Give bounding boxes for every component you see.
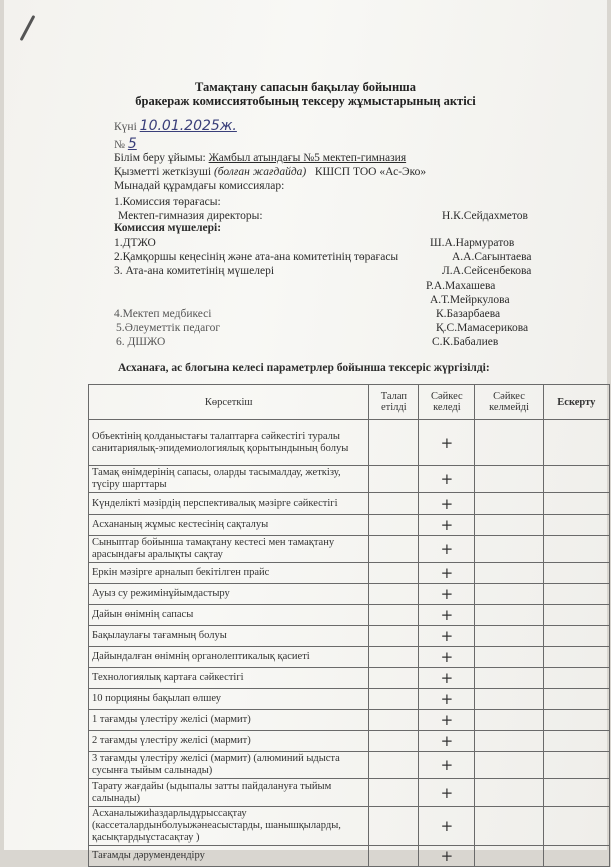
compliant-mark: + — [419, 466, 475, 493]
noncompliant-cell — [475, 752, 543, 779]
remark-cell — [543, 647, 609, 668]
member-name: А.А.Сағынтаева — [452, 251, 532, 263]
remark-cell — [543, 752, 609, 779]
indicator-cell: Тағамды дәрумендендіру — [89, 846, 369, 867]
supplier-row — [114, 166, 426, 178]
header-remark: Ескерту — [543, 385, 609, 420]
compliant-mark: + — [419, 807, 475, 846]
document-title-line-1: Тамақтану сапасын бақылау бойынша — [195, 80, 416, 94]
table-row — [89, 710, 610, 731]
required-cell — [369, 731, 419, 752]
education-label: Білім беру ұйымы: — [114, 152, 206, 164]
table-row — [89, 647, 610, 668]
member-role: 5.Әлеуметтік педагог — [116, 322, 221, 334]
member-name: Қ.С.Мамасерикова — [436, 322, 529, 334]
table-row — [89, 605, 610, 626]
member-name: Л.А.Сейсенбекова — [442, 265, 532, 277]
member-name: А.Т.Мейркулова — [430, 294, 510, 306]
required-cell — [369, 846, 419, 867]
noncompliant-cell — [475, 846, 543, 867]
noncompliant-cell — [475, 647, 543, 668]
table-row — [89, 689, 610, 710]
noncompliant-cell — [475, 466, 543, 493]
remark-cell — [543, 493, 609, 515]
remark-cell — [543, 668, 609, 689]
table-row — [89, 493, 610, 515]
remark-cell — [543, 731, 609, 752]
number-label: № — [114, 139, 125, 151]
required-cell — [369, 493, 419, 515]
table-row — [89, 536, 610, 563]
remark-cell — [543, 420, 609, 466]
noncompliant-cell — [475, 605, 543, 626]
required-cell — [369, 420, 419, 466]
member-role: 3. Ата-ана комитетінің мүшелері — [114, 265, 275, 277]
table-header-row — [89, 385, 610, 420]
director-name: Н.К.Сейдахметов — [442, 210, 528, 222]
noncompliant-cell — [475, 626, 543, 647]
required-cell — [369, 605, 419, 626]
table-row — [89, 668, 610, 689]
document-title-line-2: бракераж комиссиятобының тексеру жұмыстарының актісі — [135, 94, 476, 108]
indicator-cell: Ауыз су режимінұйымдастыру — [89, 584, 369, 605]
date-value: 10.01.2025ж. — [139, 118, 237, 134]
required-cell — [369, 647, 419, 668]
supplier-label: Қызметті жеткізуші — [114, 166, 212, 178]
noncompliant-cell — [475, 689, 543, 710]
indicator-cell: 3 тағамды үлестіру желісі (мармит) (алюминий ыдыста сусынға тыйым салынады) — [89, 752, 369, 779]
education-value: Жамбыл атындағы №5 мектеп-гимназия — [208, 152, 407, 164]
number-row — [114, 136, 187, 152]
remark-cell — [543, 807, 609, 846]
header-noncompliant: Сәйкес келмейді — [475, 385, 543, 420]
required-cell — [369, 584, 419, 605]
noncompliant-cell — [475, 584, 543, 605]
required-cell — [369, 689, 419, 710]
required-cell — [369, 536, 419, 563]
noncompliant-cell — [475, 536, 543, 563]
chairman-heading: 1.Комиссия төрағасы: — [114, 196, 221, 208]
supplier-value: КШСП ТОО «Ас-Эко» — [314, 166, 427, 178]
table-row — [89, 584, 610, 605]
required-cell — [369, 626, 419, 647]
table-row — [89, 807, 610, 846]
indicator-cell: Тамақ өнімдерінің сапасы, оларды тасымалдау, жеткізу, түсіру шарттары — [89, 466, 369, 493]
compliant-mark: + — [419, 647, 475, 668]
director-label: Мектеп-гимназия директоры: — [118, 210, 263, 222]
required-cell — [369, 668, 419, 689]
table-row — [89, 626, 610, 647]
noncompliant-cell — [475, 807, 543, 846]
compliant-mark: + — [419, 752, 475, 779]
noncompliant-cell — [475, 779, 543, 807]
required-cell — [369, 466, 419, 493]
inspection-intro: Асханаға, ас блогына келесі параметрлер бойынша тексеріс жүргізілді: — [118, 362, 490, 374]
member-role: 2.Қамқоршы кеңесінің және ата-ана комитетінің төрағасы — [114, 251, 399, 263]
indicator-cell: 1 тағамды үлестіру желісі (мармит) — [89, 710, 369, 731]
member-role: 1.ДТЖО — [114, 237, 156, 249]
member-name: Р.А.Махашева — [426, 280, 496, 292]
indicator-cell: Еркін мәзірге арналып бекітілген прайс — [89, 563, 369, 584]
remark-cell — [543, 626, 609, 647]
table-row — [89, 779, 610, 807]
compliant-mark: + — [419, 710, 475, 731]
commission-heading: Мынадай құрамдағы комиссиялар: — [114, 180, 285, 192]
remark-cell — [543, 515, 609, 536]
noncompliant-cell — [475, 420, 543, 466]
table-row — [89, 752, 610, 779]
member-name: Ш.А.Нармуратов — [430, 237, 515, 249]
compliant-mark: + — [419, 493, 475, 515]
inspection-table — [88, 384, 610, 867]
indicator-cell: Дайындалған өнімнің органолептикалық қасиеті — [89, 647, 369, 668]
indicator-cell: Технологиялық картаға сәйкестігі — [89, 668, 369, 689]
remark-cell — [543, 563, 609, 584]
compliant-mark: + — [419, 779, 475, 807]
noncompliant-cell — [475, 515, 543, 536]
table-row — [89, 563, 610, 584]
table-row — [89, 515, 610, 536]
remark-cell — [543, 846, 609, 867]
indicator-cell: Тарату жағдайы (ыдыпалы затты пайдалануға тыйым салынады) — [89, 779, 369, 807]
members-heading: Комиссия мүшелері: — [114, 222, 222, 234]
compliant-mark: + — [419, 689, 475, 710]
remark-cell — [543, 584, 609, 605]
education-row — [114, 152, 406, 164]
indicator-cell: 2 тағамды үлестіру желісі (мармит) — [89, 731, 369, 752]
table-row — [89, 846, 610, 867]
remark-cell — [543, 536, 609, 563]
compliant-mark: + — [419, 846, 475, 867]
header-required: Талап етілді — [369, 385, 419, 420]
table-row — [89, 420, 610, 466]
compliant-mark: + — [419, 420, 475, 466]
indicator-cell: Дайын өнімнің сапасы — [89, 605, 369, 626]
table-row — [89, 466, 610, 493]
member-name: С.К.Бабалиев — [432, 336, 499, 348]
indicator-cell: 10 порцияны бақылап өлшеу — [89, 689, 369, 710]
noncompliant-cell — [475, 493, 543, 515]
remark-cell — [543, 466, 609, 493]
date-label: Күні — [114, 121, 137, 133]
table-row — [89, 731, 610, 752]
indicator-cell: Сыныптар бойынша тамақтану кестесі мен тамақтану арасындағы аралықты сақтау — [89, 536, 369, 563]
noncompliant-cell — [475, 668, 543, 689]
indicator-cell: Асханалыжиһаздарлыдұрыссақтау (кассеталардынболуыжәнеасыстарды, шанышқыларды, қасықтардыұстасақтау ) — [89, 807, 369, 846]
header-compliant: Сәйкес келеді — [419, 385, 475, 420]
member-role: 4.Мектеп медбикесі — [114, 308, 212, 320]
remark-cell — [543, 605, 609, 626]
noncompliant-cell — [475, 731, 543, 752]
required-cell — [369, 807, 419, 846]
remark-cell — [543, 779, 609, 807]
supplier-note: (болған жағдайда) — [213, 166, 307, 178]
compliant-mark: + — [419, 668, 475, 689]
compliant-mark: + — [419, 563, 475, 584]
required-cell — [369, 710, 419, 731]
compliant-mark: + — [419, 626, 475, 647]
date-row — [114, 118, 237, 134]
compliant-mark: + — [419, 731, 475, 752]
required-cell — [369, 563, 419, 584]
number-value: 5 — [127, 136, 137, 152]
indicator-cell: Күнделікті мәзірдің перспективалық мәзірге сәйкестігі — [89, 493, 369, 515]
required-cell — [369, 752, 419, 779]
compliant-mark: + — [419, 584, 475, 605]
member-name: К.Базарбаева — [436, 308, 501, 320]
noncompliant-cell — [475, 563, 543, 584]
indicator-cell: Асхананың жұмыс кестесінің сақталуы — [89, 515, 369, 536]
member-role: 6. ДШЖО — [116, 336, 166, 348]
remark-cell — [543, 689, 609, 710]
remark-cell — [543, 710, 609, 731]
required-cell — [369, 515, 419, 536]
indicator-cell: Объектінің қолданыстағы талаптарға сәйкестігі туралы санитариялық-эпидемиологиялық қорытындының болуы — [89, 420, 369, 466]
header-indicator: Көрсеткіш — [89, 385, 369, 420]
required-cell — [369, 779, 419, 807]
compliant-mark: + — [419, 515, 475, 536]
compliant-mark: + — [419, 605, 475, 626]
noncompliant-cell — [475, 710, 543, 731]
indicator-cell: Бақылаулағы тағамның болуы — [89, 626, 369, 647]
compliant-mark: + — [419, 536, 475, 563]
pen-stroke-mark — [20, 15, 36, 41]
